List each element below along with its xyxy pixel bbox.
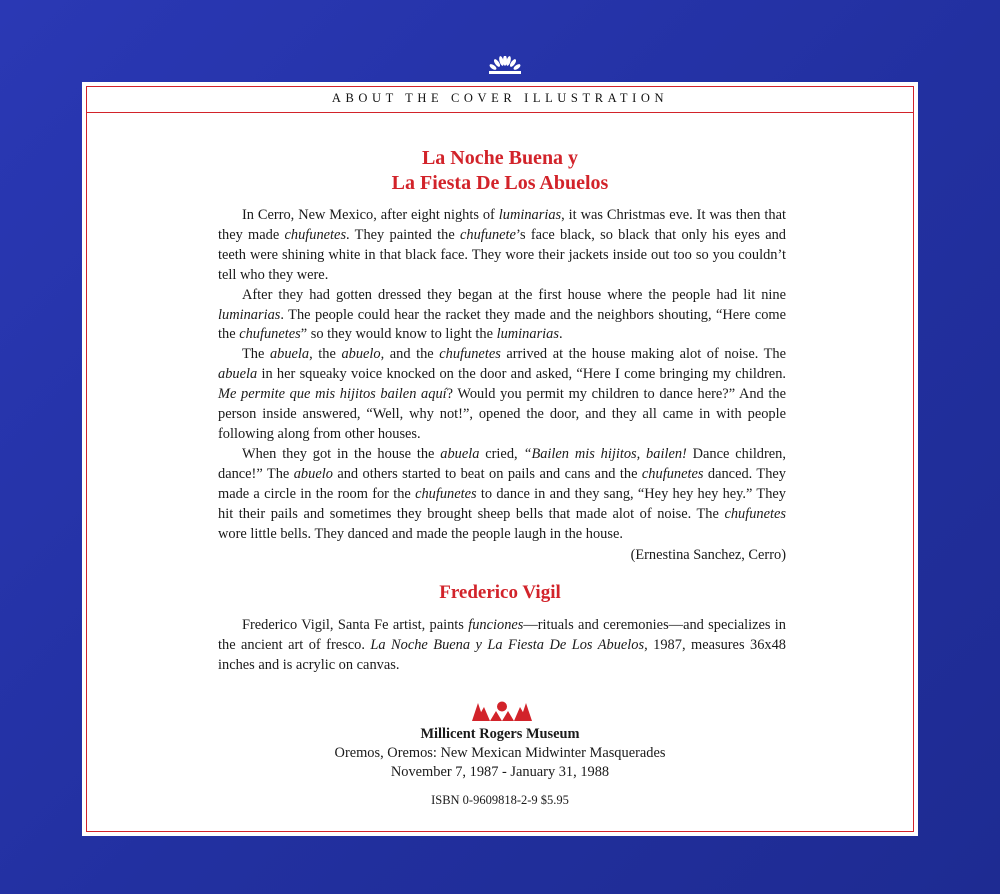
text-run: ” so they would know to light the: [300, 326, 497, 343]
story-paragraph-3: [218, 345, 786, 445]
italic-run: funciones: [468, 617, 524, 633]
text-run: . They painted the: [346, 226, 460, 243]
text-run: ’s face black, so black that only his eyes and teeth were shining white in that black face. They wore their jackets inside out too so you couldn’t tell who they were.: [218, 226, 787, 283]
text-run: . The people could hear the racket they made and the neighbors shouting, “Here come the: [218, 306, 786, 343]
italic-run: abuelo: [293, 465, 333, 482]
text-run: cried,: [479, 445, 524, 462]
text-run: ? Would you permit my children to dance here?” And the person inside answered, “Well, why not!”, opened the door, and they all came in with people following along from other houses.: [218, 386, 786, 442]
text-run: wore little bells. They danced and made the people laugh in the house.: [218, 525, 623, 542]
text-run: When they got in the house the: [242, 445, 441, 462]
story-credit: (Ernestina Sanchez, Cerro): [630, 547, 786, 563]
museum-name: Millicent Rogers Museum: [420, 726, 580, 742]
italic-run: chufunetes: [239, 326, 301, 343]
exhibit-dates: November 7, 1987 - January 31, 1988: [390, 764, 610, 780]
text-run: —rituals and ceremonies—and specializes in the ancient art of fresco.: [218, 617, 786, 653]
artist-bio-paragraph: [218, 616, 786, 676]
italic-run: “Bailen mis hijitos, bailen!: [523, 445, 687, 462]
italic-run: luminarias: [218, 306, 281, 323]
text-run: and others started to beat on pails and cans and the: [332, 465, 642, 482]
artist-bio: [218, 616, 786, 676]
header-rule: [86, 112, 914, 113]
story-paragraph-2: [218, 286, 786, 346]
section-header: ABOUT THE COVER ILLUSTRATION: [331, 91, 669, 105]
text-run: After they had gotten dressed they began at the first house where the people had lit nine: [242, 286, 786, 303]
museum-logo-icon: [472, 701, 532, 721]
italic-run: luminarias: [496, 326, 559, 343]
text-run: to dance in and they sang, “Hey hey hey hey.” They hit their pails and sometimes they brought sheep bells that made alot of noise. The: [218, 485, 786, 522]
italic-run: chufunetes: [439, 346, 501, 363]
text-run: danced. They made a circle in the room for the: [218, 465, 786, 502]
exhibit-title: Oremos, Oremos: New Mexican Midwinter Masquerades: [334, 745, 666, 761]
italic-run: La Noche Buena y La Fiesta De Los Abuelos: [370, 636, 645, 653]
text-run: Frederico Vigil, Santa Fe artist, paints: [242, 617, 469, 633]
museum-info: [82, 725, 918, 782]
story-paragraph-1: [218, 206, 786, 286]
info-card: [82, 82, 918, 836]
italic-run: abuela: [440, 445, 480, 462]
artist-heading: Frederico Vigil: [439, 582, 561, 603]
text-run: , 1987, measures 36x48 inches and is acrylic on canvas.: [218, 636, 786, 673]
italic-run: chufunetes: [724, 505, 786, 522]
italic-run: chufunetes: [415, 485, 477, 502]
italic-run: luminarias: [498, 207, 562, 223]
story-title-line-2: La Fiesta De Los Abuelos: [391, 172, 609, 194]
story-title-line-1: La Noche Buena y: [421, 147, 579, 169]
story-paragraph-4: [218, 445, 786, 545]
text-run: In Cerro, New Mexico, after eight nights of: [242, 207, 499, 223]
text-run: arrived at the house making alot of noise. The: [500, 346, 787, 363]
fan-ornament-icon: [485, 56, 525, 76]
text-run: .: [558, 326, 563, 343]
text-run: The: [242, 346, 270, 363]
text-run: Dance children, dance!” The: [218, 445, 786, 482]
text-run: in her squeaky voice knocked on the door and asked, “Here I come bringing my children.: [257, 366, 786, 383]
italic-run: Me permite que mis hijitos bailen aquí: [218, 386, 447, 403]
story-text: [218, 206, 786, 544]
italic-run: chufunetes: [284, 226, 347, 243]
italic-run: abuela: [218, 366, 258, 383]
italic-run: chufunetes: [641, 465, 704, 482]
text-run: , and the: [380, 346, 440, 363]
story-title: [82, 146, 918, 196]
italic-run: abuela: [269, 346, 310, 363]
text-run: , it was Christmas eve. It was then that they made: [218, 207, 786, 243]
italic-run: abuelo: [341, 346, 381, 363]
text-run: , the: [309, 346, 342, 363]
italic-run: chufunete: [460, 226, 516, 243]
isbn-price: ISBN 0-9609818-2-9 $5.95: [431, 793, 569, 807]
